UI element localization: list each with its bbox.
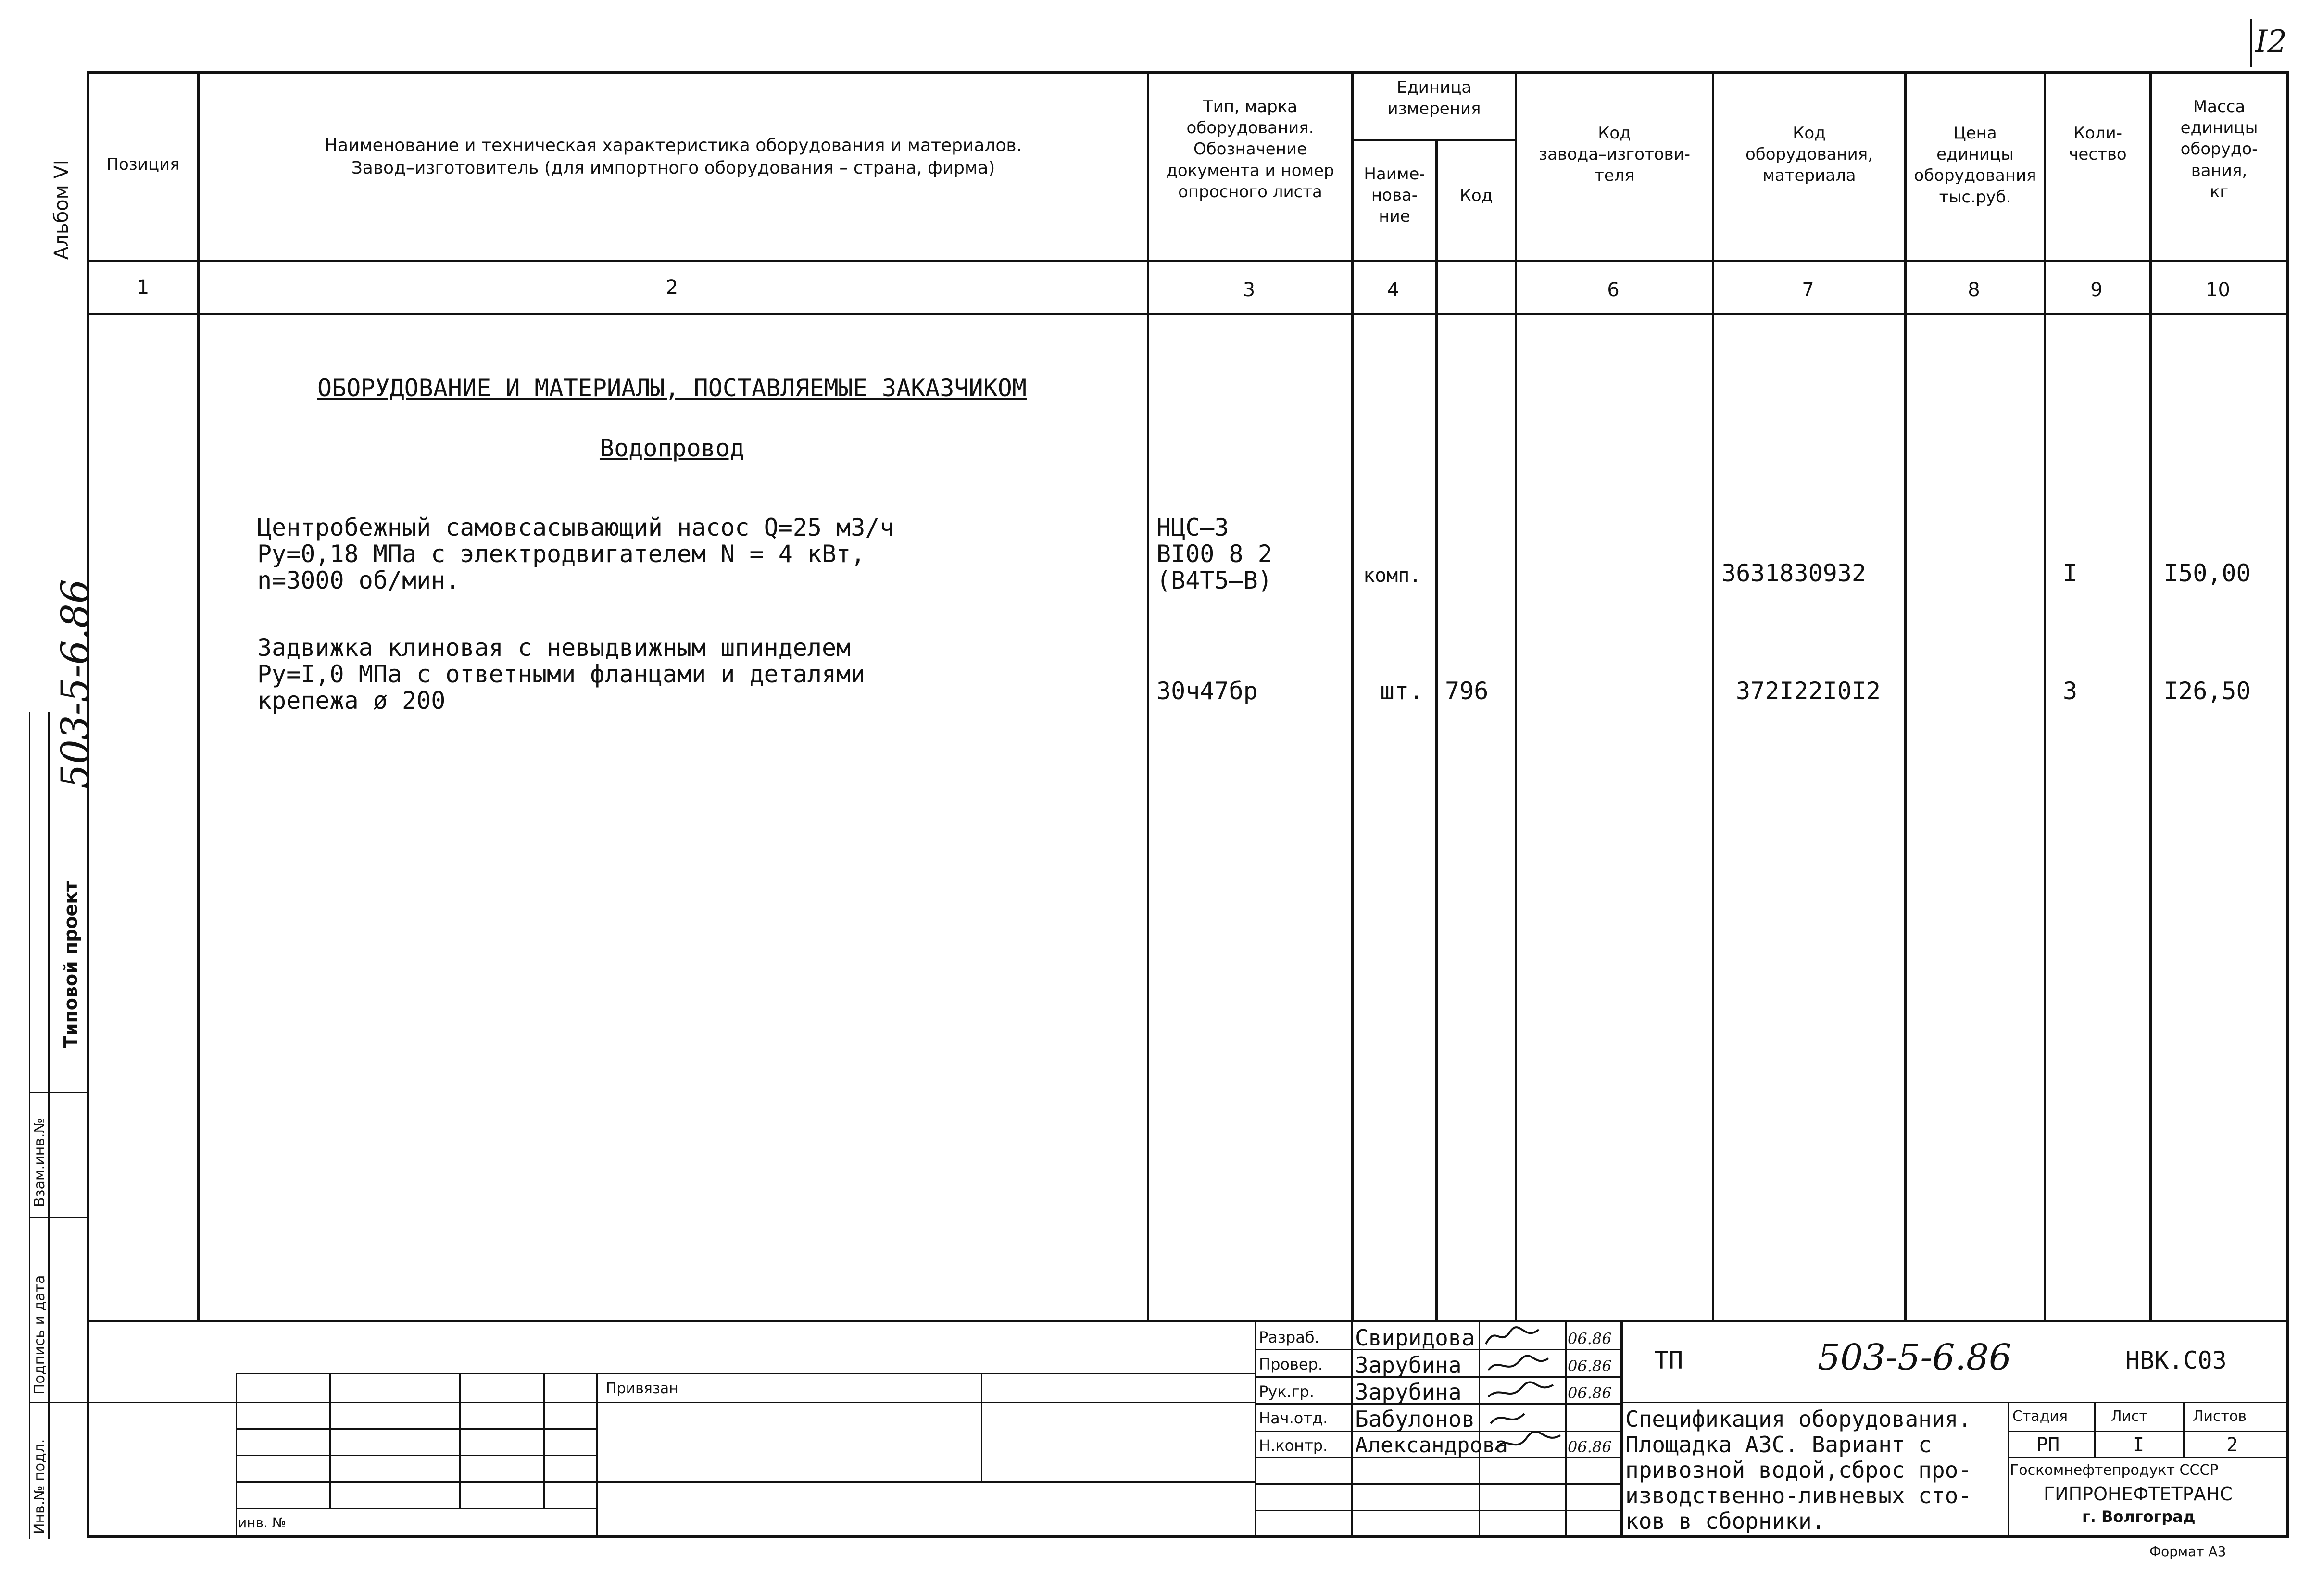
sig-h7 bbox=[1255, 1510, 1620, 1511]
sheets-label: Листов bbox=[2193, 1408, 2247, 1425]
sig-v4 bbox=[1620, 1320, 1623, 1536]
item-2-qty: 3 bbox=[2063, 677, 2078, 705]
role-3: Рук.гр. bbox=[1259, 1382, 1315, 1401]
col-num-1: 1 bbox=[137, 276, 150, 299]
format-label: Формат А3 bbox=[2149, 1544, 2226, 1559]
title-block-top bbox=[87, 1320, 2289, 1322]
sheet-number: I2 bbox=[2255, 24, 2287, 60]
grid-h1 bbox=[236, 1373, 1255, 1374]
sig-v3 bbox=[1565, 1320, 1567, 1536]
typical-project-label: Типовой проект bbox=[60, 880, 81, 1048]
margin-h1 bbox=[29, 1092, 87, 1093]
attached-label: Привязан bbox=[606, 1380, 678, 1397]
frame-right bbox=[2286, 71, 2289, 1538]
role-5: Н.контр. bbox=[1259, 1436, 1328, 1455]
header-unit-name: Наиме- нова- ние bbox=[1364, 164, 1425, 226]
name-5: Александрова bbox=[1355, 1433, 1508, 1458]
stage-value: РП bbox=[2036, 1434, 2060, 1456]
header-equip-code: Код оборудования, материала bbox=[1745, 124, 1873, 186]
col-num-2: 2 bbox=[666, 276, 678, 299]
item-1-unit: комп. bbox=[1363, 565, 1421, 587]
name-4: Бабулонов bbox=[1355, 1406, 1475, 1432]
grid-h2 bbox=[236, 1428, 596, 1430]
title-v2 bbox=[2094, 1402, 2096, 1457]
sheet-number-tick bbox=[2250, 19, 2252, 67]
col-num-6: 6 bbox=[1607, 279, 1620, 301]
title-left-mid bbox=[87, 1402, 1255, 1403]
stage-label: Стадия bbox=[2012, 1408, 2068, 1425]
col-line-1 bbox=[197, 71, 200, 1321]
name-1: Свиридова bbox=[1355, 1325, 1475, 1351]
project-code-side: 503-5-6.86 bbox=[53, 579, 98, 789]
col-line-5 bbox=[1515, 71, 1517, 1321]
col-line-8 bbox=[2044, 71, 2046, 1321]
header-qty: Коли- чество bbox=[2069, 124, 2127, 164]
tp-number: 503-5-6.86 bbox=[1818, 1337, 2012, 1378]
header-name: Наименование и техническая характеристика оборудования и материалов. Завод–изготовитель (для импортного оборудования – страна, фирма) bbox=[324, 136, 1022, 178]
col-line-4 bbox=[1435, 139, 1438, 1320]
doc-code: НВК.С03 bbox=[2125, 1346, 2227, 1374]
header-unit-group: Единица измерения bbox=[1387, 78, 1481, 119]
date-3: 06.86 bbox=[1568, 1384, 1612, 1402]
sig-h6 bbox=[1255, 1483, 1620, 1485]
tp-label: ТП bbox=[1654, 1346, 1683, 1374]
grid-h3 bbox=[236, 1455, 596, 1456]
grid-v3 bbox=[459, 1373, 461, 1508]
signatures-drawing bbox=[1481, 1322, 1565, 1462]
col-line-9 bbox=[2149, 71, 2152, 1321]
item-1-mass: I50,00 bbox=[2164, 559, 2251, 587]
grid-v6 bbox=[981, 1373, 982, 1481]
item-2-unit-code: 796 bbox=[1445, 677, 1489, 705]
sheets-value: 2 bbox=[2226, 1434, 2238, 1456]
frame-top bbox=[87, 71, 2289, 74]
margin-line-inner bbox=[48, 712, 50, 1539]
header-price: Цена единицы оборудования тыс.руб. bbox=[1914, 124, 2036, 207]
grid-h5 bbox=[236, 1508, 596, 1509]
sheet-value: I bbox=[2133, 1434, 2145, 1456]
item-1-type: НЦС–3 BI00 8 2 (В4Т5–В) bbox=[1156, 514, 1272, 594]
date-5: 06.86 bbox=[1568, 1438, 1612, 1456]
sig-v2 bbox=[1479, 1320, 1480, 1536]
item-2-name: Задвижка клиновая с невыдвижным шпинделем Pу=I,0 МПа с ответными фланцами и деталями крепежа ø 200 bbox=[257, 634, 866, 715]
name-2: Зарубина bbox=[1355, 1352, 1462, 1378]
col-line-6 bbox=[1712, 71, 1714, 1321]
section-title: ОБОРУДОВАНИЕ И МАТЕРИАЛЫ, ПОСТАВЛЯЕМЫЕ ЗАКАЗЧИКОМ bbox=[317, 374, 1027, 402]
subsection-title: Водопровод bbox=[599, 434, 745, 462]
grid-v2 bbox=[329, 1373, 331, 1508]
grid-h4 bbox=[236, 1481, 1255, 1483]
grid-v1 bbox=[236, 1373, 237, 1536]
col-num-3: 3 bbox=[1243, 279, 1256, 301]
date-1: 06.86 bbox=[1568, 1330, 1612, 1348]
item-2-unit: шт. bbox=[1380, 677, 1424, 705]
margin-h3 bbox=[29, 1402, 87, 1403]
header-unit-code: Код bbox=[1459, 186, 1493, 205]
date-2: 06.86 bbox=[1568, 1357, 1612, 1375]
header-maker-code: Код завода–изготови- теля bbox=[1539, 124, 1690, 186]
org-1: Госкомнефтепродукт СССР bbox=[2010, 1462, 2219, 1479]
title-h2 bbox=[2008, 1431, 2289, 1432]
inv-no-label: инв. № bbox=[238, 1515, 286, 1531]
col-num-8: 8 bbox=[1968, 279, 1980, 301]
col-line-3 bbox=[1351, 71, 1354, 1321]
role-4: Нач.отд. bbox=[1259, 1409, 1328, 1427]
col-line-2 bbox=[1147, 71, 1149, 1321]
sig-v0 bbox=[1255, 1320, 1256, 1536]
header-type: Тип, марка оборудования. Обозначение документа и номер опросного листа bbox=[1166, 97, 1334, 201]
col-num-9: 9 bbox=[2090, 279, 2103, 301]
margin-h2 bbox=[29, 1217, 87, 1218]
signature-date-label: Подпись и дата bbox=[31, 1275, 48, 1395]
item-2-equip-code: 372I22I0I2 bbox=[1736, 677, 1881, 705]
role-2: Провер. bbox=[1259, 1355, 1323, 1373]
header-position: Позиция bbox=[106, 155, 180, 174]
org-2: ГИПРОНЕФТЕТРАНС bbox=[2044, 1483, 2233, 1505]
title-h1 bbox=[1620, 1402, 2289, 1403]
doc-title: Спецификация оборудования. Площадка АЗС. Вариант с привозной водой,сброс про- изводственно-ливневых сто- ков в сборники. bbox=[1625, 1406, 1972, 1534]
sig-v1 bbox=[1351, 1320, 1353, 1536]
inv-original-label: Инв.№ подл. bbox=[31, 1439, 48, 1534]
item-1-name: Центробежный самовсасывающий насос Q=25 м3/ч Pу=0,18 МПа с электродвигателем N = 4 кВт, n=3000 об/мин. bbox=[257, 514, 894, 594]
replace-inv-label: Взам.инв.№ bbox=[31, 1118, 48, 1207]
name-3: Зарубина bbox=[1355, 1379, 1462, 1405]
sheet-label: Лист bbox=[2111, 1408, 2148, 1425]
title-v3 bbox=[2183, 1402, 2185, 1457]
role-1: Разраб. bbox=[1259, 1328, 1319, 1346]
item-1-qty: I bbox=[2063, 559, 2078, 587]
margin-line-outer bbox=[29, 712, 30, 1539]
col-num-4: 4 bbox=[1387, 279, 1400, 301]
frame-bottom bbox=[87, 1535, 2289, 1538]
grid-v5 bbox=[596, 1373, 598, 1536]
header-separator bbox=[87, 260, 2289, 262]
column-number-separator bbox=[87, 313, 2289, 315]
item-2-type: 30ч47бр bbox=[1156, 677, 1258, 705]
header-mass: Масса единицы оборудо- вания, кг bbox=[2180, 97, 2258, 201]
org-3: г. Волгоград bbox=[2082, 1508, 2196, 1526]
album-label: Альбом VI bbox=[50, 160, 73, 260]
title-h3 bbox=[2008, 1457, 2289, 1458]
item-2-mass: I26,50 bbox=[2164, 677, 2251, 705]
item-1-equip-code: 3631830932 bbox=[1721, 559, 1867, 587]
col-num-10: 10 bbox=[2206, 279, 2230, 301]
grid-v4 bbox=[543, 1373, 545, 1508]
unit-group-line bbox=[1351, 139, 1515, 141]
col-num-7: 7 bbox=[1802, 279, 1814, 301]
col-line-7 bbox=[1904, 71, 1907, 1321]
